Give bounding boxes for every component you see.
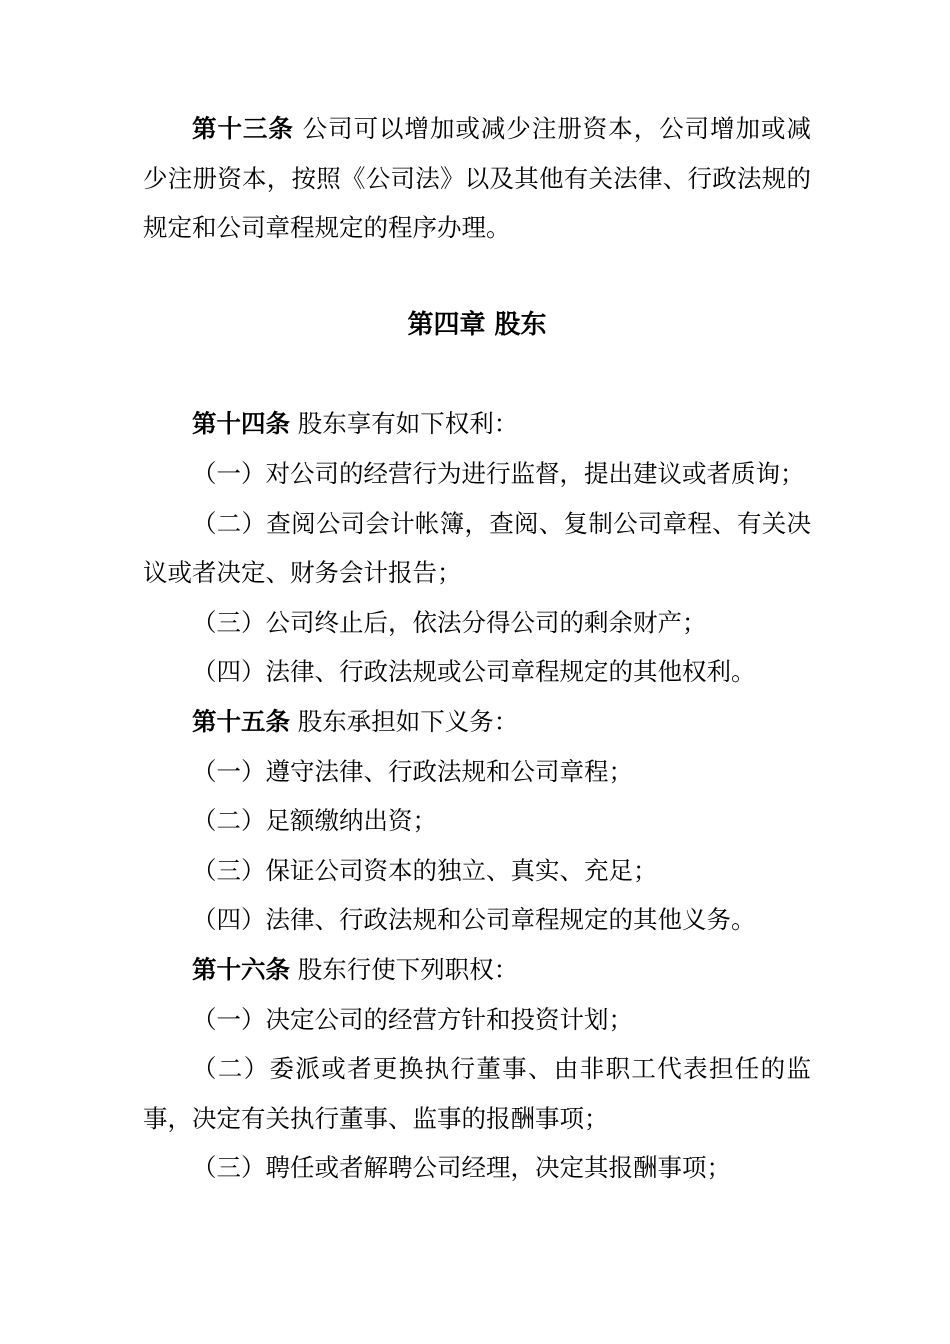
article-15-label: 第十五条 bbox=[192, 706, 290, 736]
article-15-item-3: （三）保证公司资本的独立、真实、充足； bbox=[192, 855, 658, 885]
article-15 bbox=[143, 697, 811, 747]
article-14-label: 第十四条 bbox=[192, 409, 290, 439]
article-14-item-1: （一）对公司的经营行为进行监督，提出建议或者质询； bbox=[192, 458, 805, 488]
article-15-item-1: （一）遵守法律、行政法规和公司章程； bbox=[192, 756, 633, 786]
article-16-item-3: （三）聘任或者解聘公司经理，决定其报酬事项； bbox=[192, 1153, 731, 1183]
article-14-item-4: （四）法律、行政法规或公司章程规定的其他权利。 bbox=[192, 657, 756, 687]
article-14 bbox=[143, 399, 811, 449]
article-16-item-2: （二）委派或者更换执行董事、由非职工代表担任的监事，决定有关执行董事、监事的报酬事项； bbox=[143, 1054, 811, 1133]
article-16-label: 第十六条 bbox=[192, 954, 290, 984]
article-16-item-1: （一）决定公司的经营方针和投资计划； bbox=[192, 1004, 633, 1034]
article-16 bbox=[143, 945, 811, 995]
article-13 bbox=[143, 104, 811, 253]
article-16-text: 股东行使下列职权： bbox=[290, 954, 519, 984]
article-13-label: 第十三条 bbox=[192, 114, 294, 143]
chapter-title: 第四章 股东 bbox=[407, 309, 547, 340]
article-13-text: 公司可以增加或减少注册资本，公司增加或减少注册资本，按照《公司法》以及其他有关法律、行政法规的规定和公司章程规定的程序办理。 bbox=[143, 114, 811, 243]
article-14-item-2: （二）查阅公司会计帐簿，查阅、复制公司章程、有关决议或者决定、财务会计报告； bbox=[143, 508, 811, 588]
article-15-item-4: （四）法律、行政法规和公司章程规定的其他义务。 bbox=[192, 905, 756, 935]
article-14-text: 股东享有如下权利： bbox=[290, 409, 519, 439]
article-14-item-3: （三）公司终止后，依法分得公司的剩余财产； bbox=[192, 607, 707, 637]
article-15-text: 股东承担如下义务： bbox=[290, 706, 519, 736]
article-15-item-2: （二）足额缴纳出资； bbox=[192, 806, 437, 836]
document-body bbox=[143, 104, 811, 1193]
